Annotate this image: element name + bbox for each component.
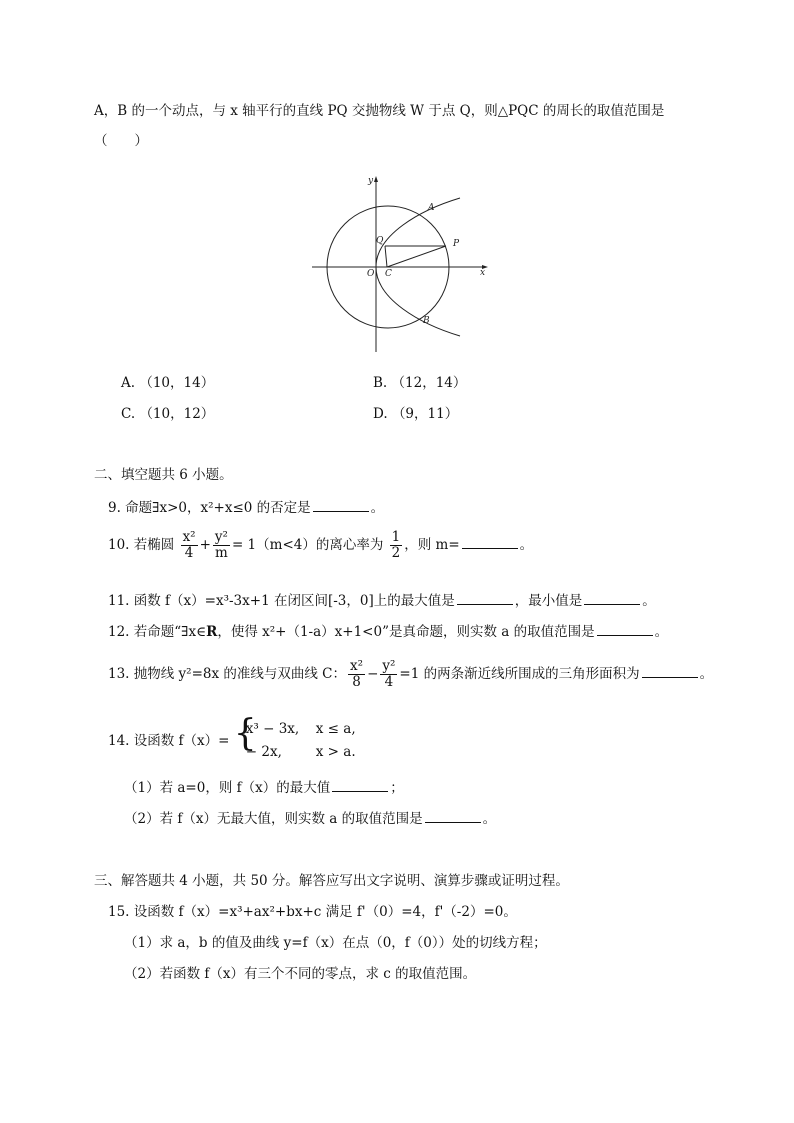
q10-frac1: $\frac{\text{x²}}{4}$ [182, 529, 196, 561]
q14-sub2-end: 。 [482, 811, 497, 827]
q10-frac2: $\frac{\text{y²}}{m}$ [214, 529, 228, 561]
option-a-label: A. [121, 375, 136, 391]
section3-title: 三、解答题共 4 小题，共 50 分。解答应写出文字说明、演算步骤或证明过程。 [94, 873, 569, 889]
q9 [108, 499, 384, 516]
label-a: A [428, 203, 435, 213]
q10-suffix: ，则 m= [404, 536, 460, 553]
q15-stem: 15. 设函数 f（x）=x³+ax²+bx+c 满足 f'（0）=4，f'（-2）=0。 [108, 904, 517, 920]
q11-blank2 [584, 592, 640, 605]
q12-text-a: 12. 若命题“∃x∈ [108, 624, 207, 640]
option-b [373, 375, 466, 391]
q9-text: 9. 命题∃x>0，x²+x≤0 的否定是 [108, 500, 311, 516]
q14 [108, 713, 356, 764]
q10-eq: = 1（m<4）的离心率为 [231, 536, 384, 553]
q13-blank [642, 665, 698, 678]
label-x: x [480, 268, 486, 278]
option-d [373, 406, 458, 422]
q11-blank1 [457, 592, 513, 605]
q14-case2: − 2x, x > a. [245, 743, 356, 760]
q11-text-a: 11. 函数 f（x）=x³-3x+1 在闭区间[-3，0]上的最大值是 [108, 593, 455, 609]
q15-sub1: （1）求 a，b 的值及曲线 y=f（x）在点（0，f（0））处的切线方程； [124, 935, 547, 951]
q14-sub2-text: （2）若 f（x）无最大值，则实数 a 的取值范围是 [124, 811, 423, 827]
option-c [121, 406, 214, 422]
q13-frac2: $\frac{\text{y²}}{4}$ [382, 658, 396, 690]
q13-frac1: $\frac{\text{x²}}{8}$ [350, 658, 364, 690]
segment-cp [387, 246, 446, 267]
q10-prefix: 10. 若椭圆 [108, 536, 175, 553]
q14-sub2 [124, 810, 496, 827]
y-axis-arrow [374, 176, 378, 182]
q11-text-c: 。 [642, 593, 656, 609]
q13-end: 。 [699, 665, 714, 682]
section2-title: 二、填空题共 6 小题。 [94, 467, 233, 483]
q13-minus: − [367, 665, 379, 682]
label-b: B [423, 316, 430, 326]
label-p: P [453, 239, 460, 249]
q14-piecewise [233, 713, 356, 764]
q14-sub1-blank [332, 779, 388, 792]
q14-sub1 [124, 779, 404, 796]
option-c-text: （10，12） [139, 406, 215, 422]
q11-text-b: ，最小值是 [514, 593, 583, 609]
option-c-label: C. [121, 406, 136, 422]
option-a [121, 375, 214, 391]
option-b-text: （12，14） [391, 375, 467, 391]
q14-sub1-text: （1）若 a=0，则 f（x）的最大值 [124, 780, 331, 796]
q12-text-b: ，使得 x²+（1-a）x+1<0”是真命题，则实数 a 的取值范围是 [217, 624, 595, 640]
q14-brace: { [233, 713, 257, 754]
q10-end: 。 [519, 536, 534, 553]
q12-blank [597, 623, 653, 636]
q12-real-set: R [206, 624, 218, 640]
label-y: y [368, 176, 374, 186]
q10-blank [462, 536, 518, 549]
option-d-label: D. [373, 406, 388, 422]
q14-sub1-end: ； [390, 780, 404, 796]
q13-prefix: 13. 抛物线 y²=8x 的准线与双曲线 C： [108, 665, 347, 682]
q10-frac3: $\frac{1}{2}$ [391, 529, 401, 561]
q10-plus: + [199, 536, 211, 553]
option-b-label: B. [373, 375, 388, 391]
q12 [108, 623, 668, 640]
q13-suffix: =1 的两条渐近线所围成的三角形面积为 [399, 665, 640, 682]
q9-end: 。 [370, 500, 385, 516]
q9-blank [313, 499, 369, 512]
option-a-text: （10，14） [139, 375, 215, 391]
label-q: Q [376, 236, 384, 246]
q8-figure [310, 170, 500, 355]
q11 [108, 592, 656, 609]
label-o: O [367, 269, 375, 279]
label-c: C [385, 269, 392, 279]
option-d-text: （9，11） [391, 406, 459, 422]
segment-qc [385, 246, 387, 267]
q10 [108, 530, 533, 561]
q14-prefix: 14. 设函数 f（x）= [108, 732, 230, 749]
q15-sub2: （2）若函数 f（x）有三个不同的零点，求 c 的取值范围。 [124, 966, 477, 982]
q8-stem-line1: A，B 的一个动点，与 x 轴平行的直线 PQ 交抛物线 W 于点 Q，则△PQC 的周长的取值范围是 [94, 103, 665, 119]
q14-sub2-blank [425, 810, 481, 823]
q8-answer-paren: （ ） [94, 133, 148, 149]
q12-text-c: 。 [654, 624, 669, 640]
q14-case1: x³ − 3x, x ≤ a, [245, 721, 356, 737]
q13 [108, 659, 713, 690]
